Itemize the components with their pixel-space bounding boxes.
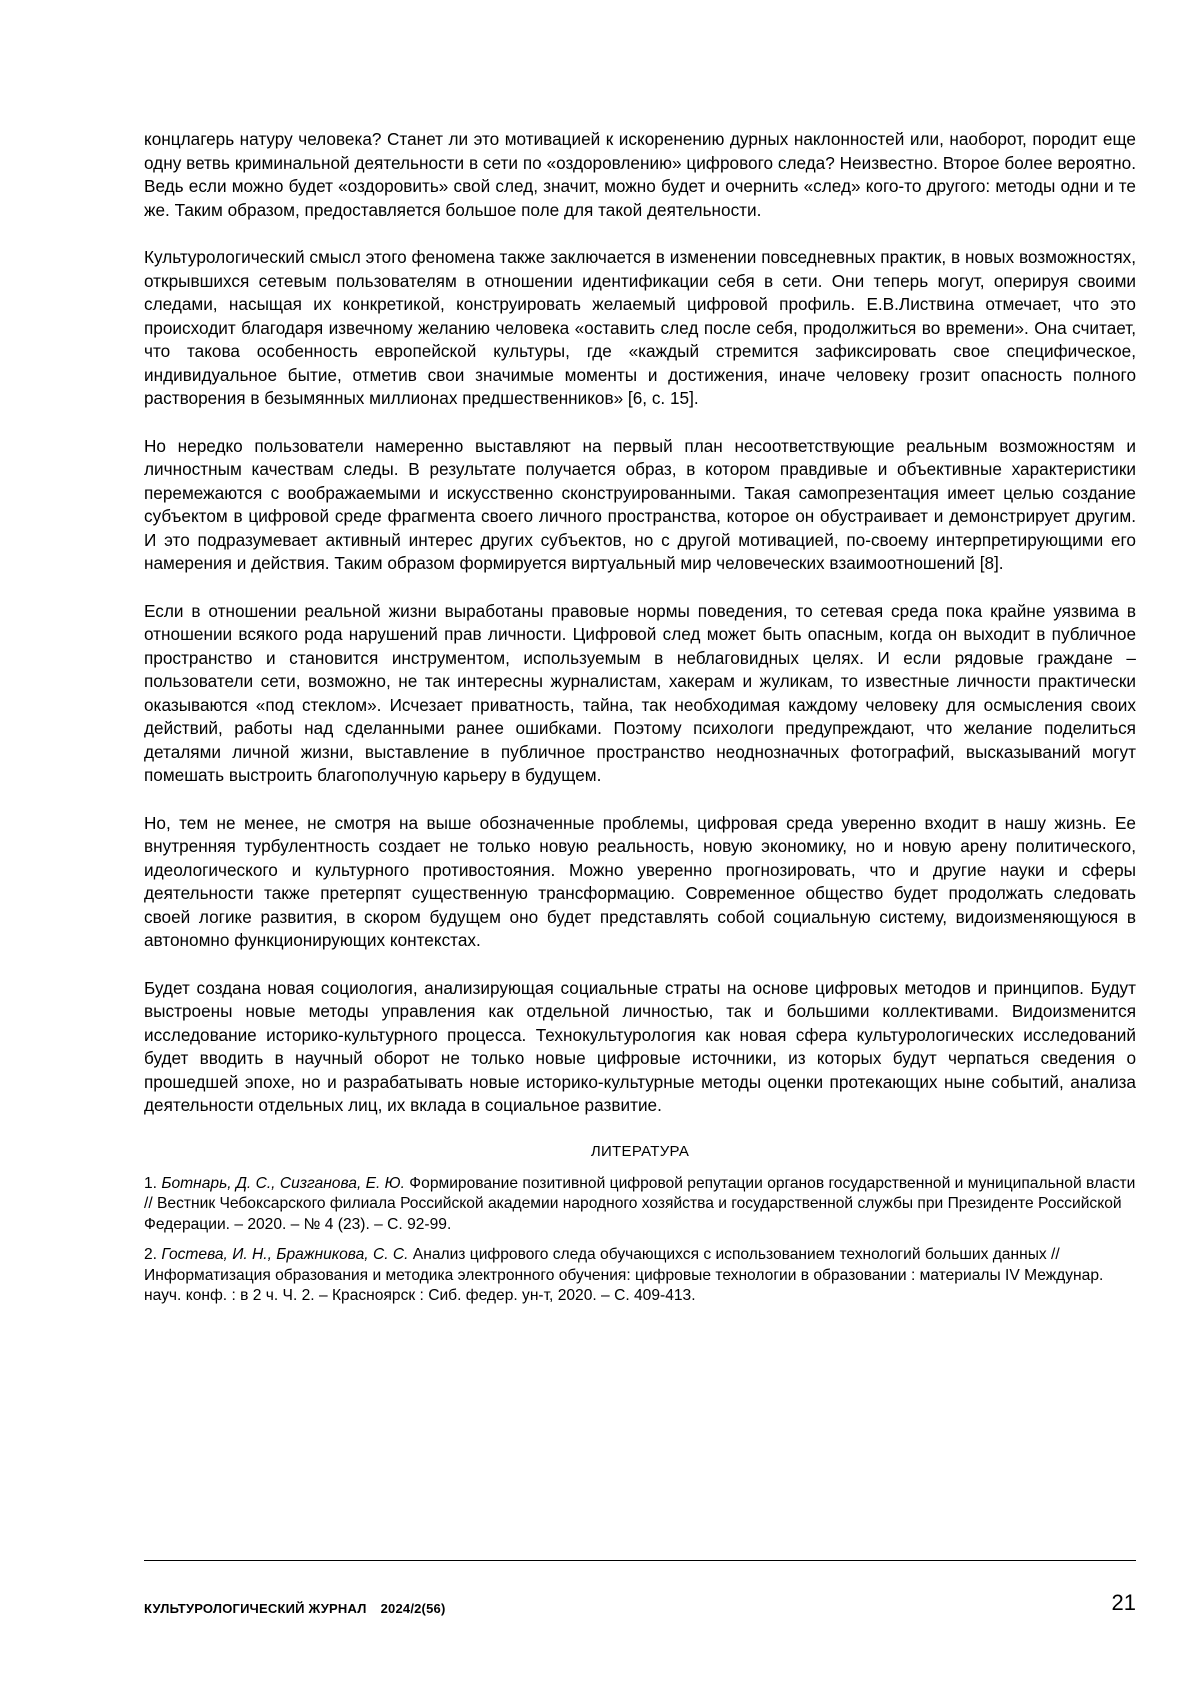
- reference-item: [144, 1174, 1136, 1236]
- journal-name: КУЛЬТУРОЛОГИЧЕСКИЙ ЖУРНАЛ: [144, 1601, 367, 1616]
- reference-text: Анализ цифрового следа обучающихся с использованием технологий больших данных // Информатизация образования и методика электронного обучения: цифровые технологии в образовании : материалы IV Междунар. науч. конф. : в 2 ч. Ч. 2. – Красноярск : Сиб. федер. ун-т, 2020. – С. 409-413.: [144, 1246, 1104, 1304]
- body-paragraph: Но нередко пользователи намеренно выставляют на первый план несоответствующие реальным возможностям и личностным качествам следы. В результате получается образ, в котором правдивые и объективные характеристики перемежаются с воображаемыми и искусственно сконструированными. Такая самопрезентация имеет целью создание субъектом в цифровой среде фрагмента своего личного пространства, которое он обустраивает и демонстрирует другим. И это подразумевает активный интерес других субъектов, но с другой мотивацией, по-своему интерпретирующими его намерения и действия. Таким образом формируется виртуальный мир человеческих взаимоотношений [8].: [144, 435, 1136, 573]
- reference-text: Формирование позитивной цифровой репутации органов государственной и муниципальной власти // Вестник Чебоксарского филиала Российской академии народного хозяйства и государственной службы при Президенте Российской Федерации. – 2020. – № 4 (23). – С. 92-99.: [144, 1174, 1136, 1233]
- body-paragraph: Но, тем не менее, не смотря на выше обозначенные проблемы, цифровая среда уверенно входит в нашу жизнь. Ее внутренняя турбулентность создает не только новую реальность, новую экономику, но и новую арену политического, идеологического и культурного противостояния. Можно уверенно прогнозировать, что и другие науки и сферы деятельности также претерпят существенную трансформацию. Современное общество будет продолжать следовать своей логике развития, в скором будущем оно будет представлять собой социальную систему, видоизменяющуюся в автономно функционирующих контекстах.: [144, 812, 1136, 950]
- references-heading: ЛИТЕРАТУРА: [590, 1142, 690, 1160]
- body-paragraph: Будет создана новая социология, анализирующая социальные страты на основе цифровых методов и принципов. Будут выстроены новые методы управления как отдельной личностью, так и большими коллективами. Видоизменится исследование историко-культурного процесса. Технокультурология как новая сфера культурологических исследований будет вводить в научный оборот не только новые цифровые источники, из которых будут черпаться сведения о прошедшей эпохе, но и разрабатывать новые историко-культурные методы оценки протекающих ныне событий, анализа деятельности отдельных лиц, их вклада в социальное развитие.: [144, 977, 1136, 1115]
- body-paragraph: Если в отношении реальной жизни выработаны правовые нормы поведения, то сетевая среда пока крайне уязвима в отношении всякого рода нарушений прав личности. Цифровой след может быть опасным, когда он выходит в публичное пространство и становится инструментом, используемым в неблаговидных целях. И если рядовые граждане – пользователи сети, возможно, не так интересны журналистам, хакерам и жуликам, то известные личности практически оказываются «под стеклом». Исчезает приватность, тайна, так необходимая каждому человеку для осмысления своих действий, работы над сделанными ранее ошибками. Поэтому психологи предупреждают, что желание поделиться деталями личной жизни, выставление в публичное пространство неоднозначных фотографий, высказываний могут помешать выстроить благополучную карьеру в будущем.: [144, 600, 1136, 785]
- reference-number: 1.: [144, 1174, 162, 1192]
- footer-divider: [144, 1560, 1136, 1561]
- reference-authors: Гостева, И. Н., Бражникова, С. С.: [161, 1246, 409, 1263]
- reference-number: 2.: [144, 1246, 162, 1263]
- body-paragraph: Культурологический смысл этого феномена также заключается в изменении повседневных практик, в новых возможностях, открывшихся сетевым пользователям в отношении идентификации себя в сети. Они теперь могут, оперируя своими следами, насыщая их конкретикой, конструировать желаемый цифровой профиль. Е.В.Листвина отмечает, что это происходит благодаря извечному желанию человека «оставить след после себя, продолжиться во времени». Она считает, что такова особенность европейской культуры, где «каждый стремится зафиксировать свое специфическое, индивидуальное бытие, отметив свои значимые моменты и достижения, иначе человеку грозит опасность полного растворения в безымянных миллионах предшественников» [6, с. 15].: [144, 247, 1136, 408]
- page-number: 21: [1111, 1590, 1136, 1615]
- body-paragraph: концлагерь натуру человека? Станет ли это мотивацией к искоренению дурных наклонностей или, наоборот, породит еще одну ветвь криминальной деятельности в сети по «оздоровлению» цифрового следа? Неизвестно. Второе более вероятно. Ведь если можно будет «оздоровить» свой след, значит, можно будет и очернить «след» кого-то другого: методы одни и те же. Таким образом, предоставляется большое поле для такой деятельности.: [144, 129, 1136, 220]
- journal-issue: 2024/2(56): [380, 1601, 446, 1616]
- page-body: [144, 128, 1136, 1317]
- reference-item: [144, 1245, 1136, 1307]
- journal-footer: [144, 1601, 445, 1616]
- reference-authors: Ботнарь, Д. С., Сизганова, Е. Ю.: [161, 1174, 405, 1192]
